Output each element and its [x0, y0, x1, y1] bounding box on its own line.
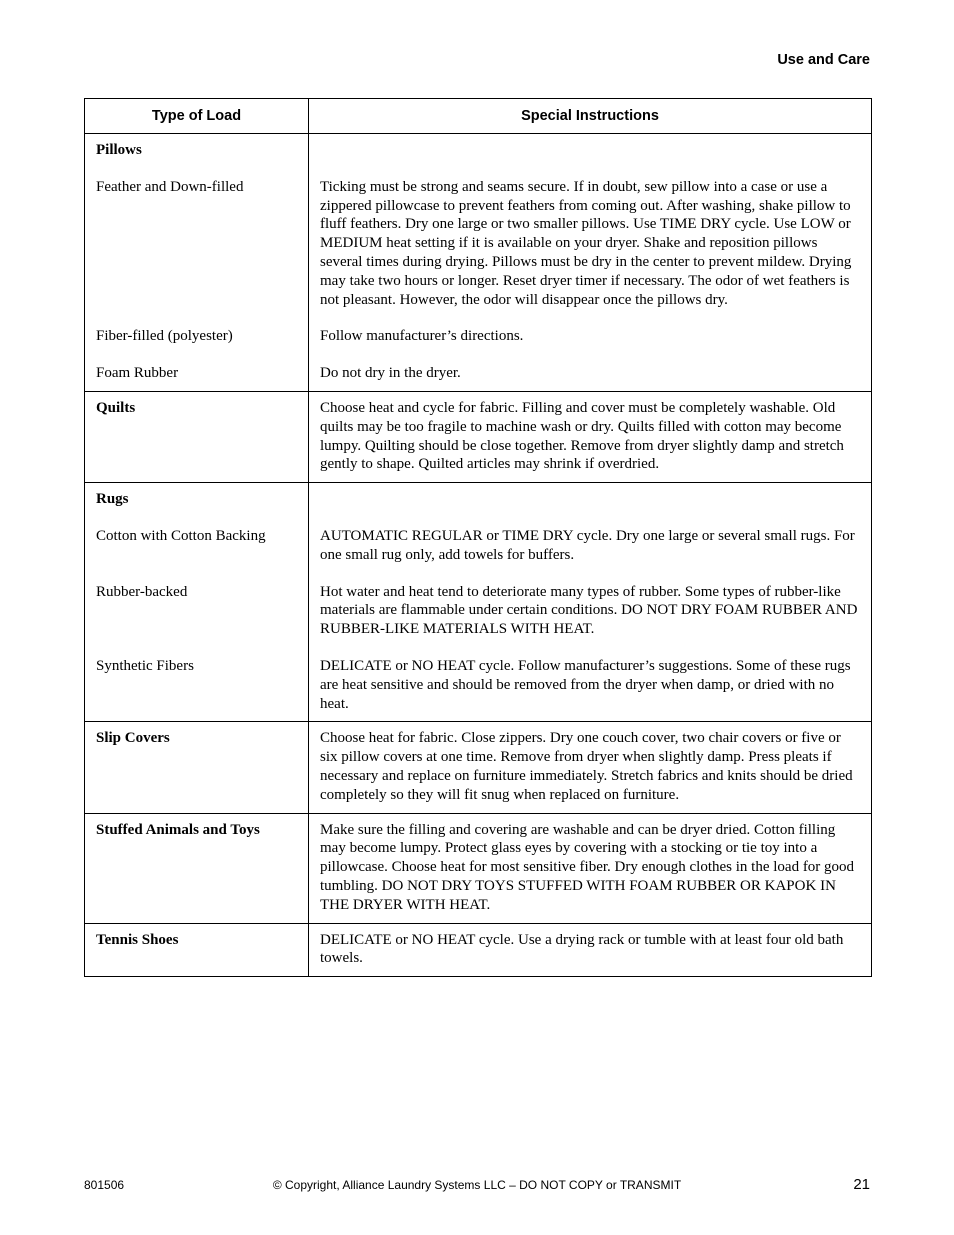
instructions-tennis-shoes: DELICATE or NO HEAT cycle. Use a drying rack or tumble with at least four old bath towels. [309, 923, 872, 977]
load-type-fiber-filled: Fiber-filled (polyester) [85, 309, 309, 346]
instructions-feather-down: Ticking must be strong and seams secure. If in doubt, sew pillow into a case or use a zippered pillowcase to prevent feathers from coming out. After washing, shake pillow to fluff feathers. Dry one large or two smaller pillows. Use TIME DRY cycle. Use LOW or MEDIUM heat setting if it is available on your dryer. Shake and reposition pillows several times during drying. Pillows must be dry in the center to prevent mildew. Drying may take two hours or longer. Reset dryer timer if necessary. The odor of wet feathers is not pleasant. However, the odor will disappear once the pillows dry. [309, 160, 872, 310]
load-type-feather-down: Feather and Down-filled [85, 160, 309, 310]
instructions-quilts: Choose heat and cycle for fabric. Filling and cover must be completely washable. Old quilts may be too fragile to machine wash or dry. Quilts filled with cotton may become lumpy. Quilting should be close together. Remove from dryer slightly damp and stretch gently to shape. Quilted articles may shrink if overdried. [309, 391, 872, 482]
section-title: Use and Care [777, 52, 870, 68]
load-category-stuffed-animals: Stuffed Animals and Toys [85, 813, 309, 923]
table-row [85, 391, 872, 482]
table-row [85, 639, 872, 722]
empty-cell [309, 483, 872, 509]
instructions-cotton-backing: AUTOMATIC REGULAR or TIME DRY cycle. Dry one large or several small rugs. For one small rug only, add towels for buffers. [309, 509, 872, 565]
copyright-notice: © Copyright, Alliance Laundry Systems LLC – DO NOT COPY or TRANSMIT [272, 1178, 682, 1192]
load-category-slip-covers: Slip Covers [85, 722, 309, 813]
document-number: 801506 [84, 1178, 125, 1192]
load-type-synthetic-fibers: Synthetic Fibers [85, 639, 309, 722]
empty-cell [309, 134, 872, 160]
table-row [85, 722, 872, 813]
load-category-pillows: Pillows [85, 134, 309, 160]
table-row [85, 346, 872, 391]
load-category-quilts: Quilts [85, 391, 309, 482]
instructions-foam-rubber: Do not dry in the dryer. [309, 346, 872, 391]
table-row [85, 309, 872, 346]
table-row [85, 134, 872, 160]
instructions-rubber-backed: Hot water and heat tend to deteriorate many types of rubber. Some types of rubber-like materials are flammable under certain conditions. DO NOT DRY FOAM RUBBER AND RUBBER-LIKE MATERIALS WITH HEAT. [309, 565, 872, 639]
load-category-tennis-shoes: Tennis Shoes [85, 923, 309, 977]
instructions-synthetic-fibers: DELICATE or NO HEAT cycle. Follow manufacturer’s suggestions. Some of these rugs are heat sensitive and should be removed from the dryer when damp, or dried with no heat. [309, 639, 872, 722]
load-type-cotton-backing: Cotton with Cotton Backing [85, 509, 309, 565]
table-row [85, 813, 872, 923]
load-category-rugs: Rugs [85, 483, 309, 509]
column-header-special-instructions: Special Instructions [309, 99, 872, 134]
load-instructions-table [84, 98, 872, 977]
column-header-type-of-load: Type of Load [85, 99, 309, 134]
table-row [85, 160, 872, 310]
table-row [85, 509, 872, 565]
instructions-slip-covers: Choose heat for fabric. Close zippers. Dry one couch cover, two chair covers or five or six pillow covers at one time. Remove from dryer when slightly damp. Press pleats if necessary and replace on furniture immediately. Stretch fabrics and knits should be dried completely so they will fit snug when replaced on furniture. [309, 722, 872, 813]
page-number: 21 [853, 1176, 870, 1193]
load-type-foam-rubber: Foam Rubber [85, 346, 309, 391]
table-header-row [85, 99, 872, 134]
instructions-fiber-filled: Follow manufacturer’s directions. [309, 309, 872, 346]
load-type-rubber-backed: Rubber-backed [85, 565, 309, 639]
instructions-stuffed-animals: Make sure the filling and covering are washable and can be dryer dried. Cotton filling may become lumpy. Protect glass eyes by covering with a stocking or tie toy into a pillowcase. Choose heat for most sensitive fiber. Dry enough clothes in the load for good tumbling. DO NOT DRY TOYS STUFFED WITH FOAM RUBBER OR KAPOK IN THE DRYER WITH HEAT. [309, 813, 872, 923]
table-row [85, 483, 872, 509]
table-row [85, 565, 872, 639]
table-row [85, 923, 872, 977]
